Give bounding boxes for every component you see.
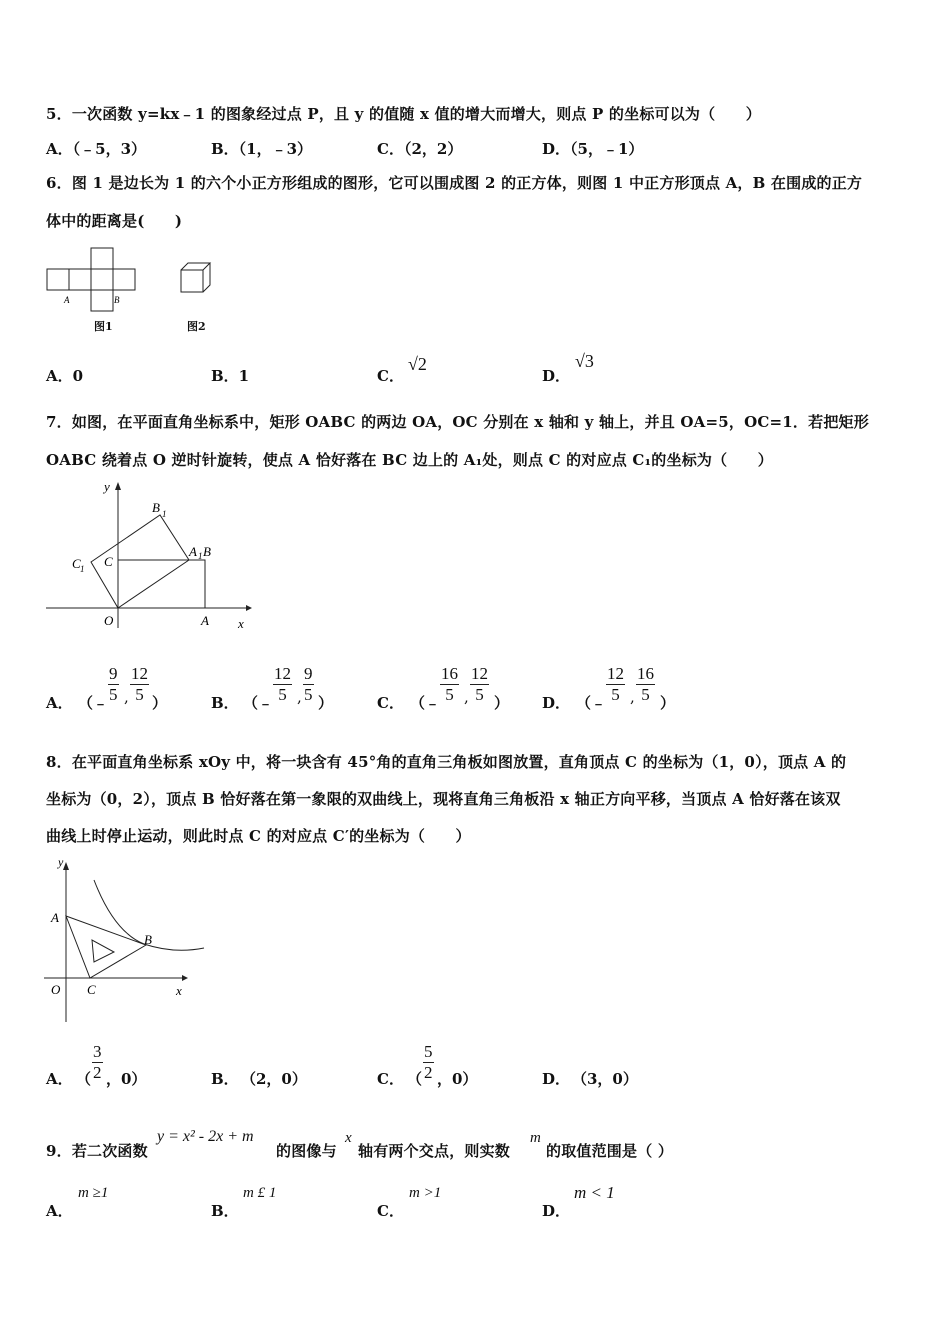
- q6-option-b[interactable]: B．1: [211, 367, 250, 385]
- q7-option-d-letter[interactable]: D．: [542, 694, 571, 712]
- q7-label-x: x: [238, 616, 244, 631]
- q6-option-c-sqrt2: √2: [408, 354, 427, 374]
- q7-option-c-close: ）: [494, 694, 510, 712]
- q8-option-d-letter[interactable]: D．: [542, 1070, 571, 1088]
- q7-option-d-frac1: $\frac{12}{5}$: [607, 664, 624, 704]
- q8-figure-hyperbola: [44, 852, 214, 1027]
- q7-option-b-letter[interactable]: B．: [211, 694, 239, 712]
- q8-option-c-open: （: [407, 1070, 423, 1088]
- q8-option-b-letter[interactable]: B．: [211, 1070, 239, 1088]
- q9-option-a-letter[interactable]: A．: [46, 1202, 73, 1220]
- q7-option-a-comma: ,: [124, 688, 129, 706]
- q7-option-d-open: （﹣: [576, 694, 607, 712]
- q9-option-d-letter[interactable]: D．: [542, 1202, 571, 1220]
- q6-fig-label-b: B: [114, 295, 120, 305]
- q8-option-c-letter[interactable]: C．: [377, 1070, 404, 1088]
- q7-option-c-comma: ,: [464, 688, 469, 706]
- q9-stem-mid1: 的图像与: [276, 1142, 337, 1160]
- q7-option-a-frac2: $\frac{12}{5}$: [131, 664, 148, 704]
- q7-label-y: y: [104, 479, 110, 494]
- q8-stem-line3: 曲线上时停止运动，则此时点 C 的对应点 C′的坐标为（ ）: [46, 827, 471, 845]
- q5-option-b[interactable]: B．（1，﹣3）: [211, 140, 313, 158]
- q7-option-a-letter[interactable]: A．: [46, 694, 73, 712]
- q7-option-b-frac2: $\frac{9}{5}$: [304, 664, 313, 704]
- q7-label-a1: A: [189, 544, 197, 559]
- q8-option-a-close: ，0）: [106, 1070, 147, 1088]
- q9-option-b-letter[interactable]: B．: [211, 1202, 239, 1220]
- q6-stem-line2: 体中的距离是( ): [46, 212, 183, 230]
- q8-option-a-letter[interactable]: A．: [46, 1070, 73, 1088]
- q8-label-c: C: [87, 982, 96, 997]
- q9-function: y = x² - 2x + m: [157, 1128, 254, 1145]
- q6-option-d-sqrt3: √3: [575, 351, 594, 371]
- q5-option-d[interactable]: D．（5，﹣1）: [542, 140, 644, 158]
- q7-label-a: A: [201, 613, 209, 628]
- q8-label-b: B: [144, 932, 152, 947]
- q9-option-b-math: m £ 1: [243, 1185, 277, 1201]
- q9-stem-prefix: 9．若二次函数: [46, 1142, 148, 1160]
- q6-fig1-caption: 图1: [94, 320, 113, 333]
- q5-option-c[interactable]: C．（2，2）: [377, 140, 463, 158]
- q8-stem-line1: 8．在平面直角坐标系 xOy 中，将一块含有 45°角的直角三角板如图放置，直角顶点 C 的坐标为（1，0），顶点 A 的: [46, 753, 847, 771]
- q7-label-b1-sub: 1: [162, 509, 167, 519]
- q8-label-a: A: [51, 910, 59, 925]
- q7-label-c: C: [104, 554, 113, 569]
- q5-option-a[interactable]: A．（﹣5，3）: [46, 140, 147, 158]
- q9-option-d-math: m < 1: [574, 1183, 615, 1202]
- q6-option-c[interactable]: C．: [377, 367, 404, 385]
- q7-option-c-open: （﹣: [410, 694, 441, 712]
- q7-label-b1: B: [152, 500, 160, 515]
- q7-option-a-close: ）: [152, 694, 168, 712]
- q9-option-c-math: m >1: [409, 1185, 442, 1201]
- q7-option-c-frac1: $\frac{16}{5}$: [441, 664, 458, 704]
- q7-stem-line2: OABC 绕着点 O 逆时针旋转，使点 A 恰好落在 BC 边上的 A₁处，则点 C 的对应点 C₁的坐标为（ ）: [46, 451, 773, 469]
- q7-option-b-comma: ,: [297, 688, 302, 706]
- q7-label-c1: C: [72, 556, 81, 571]
- q9-option-a-math: m ≥1: [78, 1185, 109, 1201]
- q9-option-c-letter[interactable]: C．: [377, 1202, 404, 1220]
- q8-label-x: x: [176, 983, 182, 998]
- q6-stem-line1: 6．图 1 是边长为 1 的六个小正方形组成的图形，它可以围成图 2 的正方体，则图 1 中正方形顶点 A，B 在围成的正方: [46, 174, 863, 192]
- q7-option-a-frac1: $\frac{9}{5}$: [109, 664, 118, 704]
- q8-option-b-text: （2，0）: [241, 1070, 307, 1088]
- q7-label-a1-sub: 1: [198, 551, 203, 561]
- q7-figure-coordinate: [44, 478, 254, 634]
- q5-stem: 5．一次函数 y=kx﹣1 的图象经过点 P，且 y 的值随 x 值的增大而增大，则点 P 的坐标可以为（ ）: [46, 105, 761, 123]
- q7-stem-line1: 7．如图，在平面直角坐标系中，矩形 OABC 的两边 OA，OC 分别在 x 轴和 y 轴上，并且 OA=5，OC=1．若把矩形: [46, 413, 869, 431]
- q7-option-b-frac1: $\frac{12}{5}$: [274, 664, 291, 704]
- q8-option-a-open: （: [76, 1070, 92, 1088]
- q8-label-y: y: [58, 855, 64, 869]
- q6-figure-2-cube: [178, 260, 216, 296]
- q7-option-c-frac2: $\frac{12}{5}$: [471, 664, 488, 704]
- q9-stem-mid2: 轴有两个交点，则实数: [358, 1142, 511, 1160]
- q7-option-b-close: ）: [318, 694, 334, 712]
- q8-option-d-text: （3，0）: [572, 1070, 638, 1088]
- q8-option-a-frac: $\frac{3}{2}$: [93, 1042, 102, 1082]
- q8-label-o: O: [51, 982, 61, 997]
- q6-fig-label-a: A: [64, 295, 70, 305]
- q6-figure-1-net: [44, 244, 140, 318]
- q7-label-o: O: [104, 613, 114, 628]
- q7-option-d-close: ）: [660, 694, 676, 712]
- q6-option-d[interactable]: D．: [542, 367, 571, 385]
- q6-option-a[interactable]: A．0: [46, 367, 84, 385]
- q7-option-a-open: （﹣: [78, 694, 109, 712]
- q8-option-c-close: ，0）: [437, 1070, 478, 1088]
- q7-option-c-letter[interactable]: C．: [377, 694, 404, 712]
- q7-label-c1-sub: 1: [80, 564, 85, 574]
- q9-stem-suffix: 的取值范围是（ ）: [546, 1142, 674, 1160]
- q8-stem-line2: 坐标为（0，2），顶点 B 恰好落在第一象限的双曲线上，现将直角三角板沿 x 轴正方向平移，当顶点 A 恰好落在该双: [46, 790, 841, 808]
- q9-var-m: m: [530, 1130, 541, 1146]
- q7-label-b: B: [203, 544, 211, 559]
- q7-option-d-comma: ,: [630, 688, 635, 706]
- q7-option-d-frac2: $\frac{16}{5}$: [637, 664, 654, 704]
- q7-option-b-open: （﹣: [243, 694, 274, 712]
- q9-var-x: x: [345, 1130, 352, 1146]
- q6-fig2-caption: 图2: [187, 320, 206, 333]
- q8-option-c-frac: $\frac{5}{2}$: [424, 1042, 433, 1082]
